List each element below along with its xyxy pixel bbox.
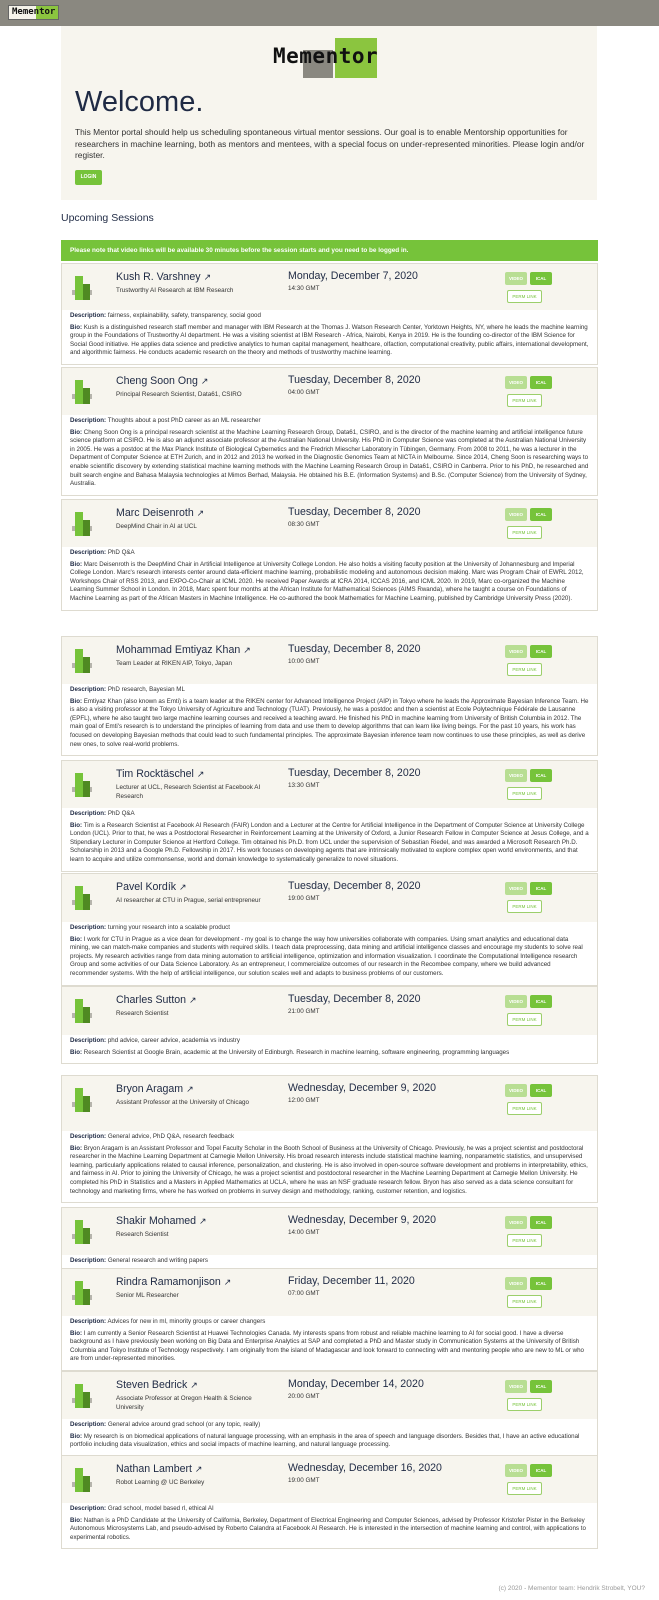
avatar-figure-detail	[83, 657, 90, 673]
session-time: 10:00 GMT	[288, 658, 320, 665]
session-bio	[70, 1145, 589, 1197]
ical-button[interactable]: ICAL	[530, 645, 552, 658]
perm-link-button[interactable]: PERM LINK	[507, 1102, 542, 1115]
session-time: 20:00 GMT	[288, 1393, 320, 1400]
session-time: 12:00 GMT	[288, 1097, 320, 1104]
session-card	[61, 263, 598, 365]
ical-button[interactable]: ICAL	[530, 1216, 552, 1229]
top-navbar	[0, 0, 659, 26]
mentor-avatar	[72, 1468, 94, 1492]
bio-text: Kush is a distinguished research staff member and manager with IBM Research at the Thomas J. Watson Research Center, Yorktown Heights, NY, where he leads the machine learning group in the Foundations of Trustworthy AI department. He was a visiting scientist at IBM Research - Africa, Nairobi, Kenya in 2019. He is the founding co-director of the IBM Science for Social Good initiative. He applies data science and predictive analytics to human capital management, healthcare, olfaction, computational creativity, public affairs, international development, and algorithmic fairness. He conducts academic research on the theory and methods of trustworthy machine learning.	[70, 323, 589, 357]
external-link-icon: ↗	[196, 508, 205, 518]
session-bio	[70, 1330, 589, 1364]
bio-text: Nathan is a PhD Candidate at the University of California, Berkeley, Department of Electrical Engineering and Computer Sciences, advised by Professor Kristofer Pister in the Berkeley Autonomous Microsystems Lab, and pseudo-advised by Roberto Calandra at Facebook AI Research. He is interested in the intersection of machine learning and control, with applications to experimental robotics.	[70, 1516, 586, 1541]
video-button[interactable]: VIDEO	[505, 882, 527, 895]
mentor-title: Senior ML Researcher	[116, 1292, 179, 1299]
session-card	[61, 499, 598, 611]
session-description	[70, 1505, 589, 1514]
session-card	[61, 1268, 598, 1371]
external-link-icon: ↗	[200, 376, 209, 386]
perm-link-button[interactable]: PERM LINK	[507, 1482, 542, 1495]
bio-text: I am currently a Senior Research Scientist at Huawei Technologies Canada. My interests spans from robust and reliable machine learning to AI for social good. I have a diverse background as I have previously been working on Big Data and Enterprise Analytics at SAP and completed a PhD and Master study in Communication Systems at the University of British Columbia and Tokyo Institute of Technology respectively. I am originally from the island of Madagascar and look forward to connecting with and mentoring people who are new to ML or who are from under-represented minorities.	[70, 1329, 584, 1363]
perm-link-button[interactable]: PERM LINK	[507, 394, 542, 407]
session-bio	[70, 1517, 589, 1543]
session-time: 19:00 GMT	[288, 895, 320, 902]
footer-credits: (c) 2020 - Mementor team: Hendrik Strobelt, YOU?	[498, 1585, 645, 1592]
external-link-icon: ↗	[199, 1216, 207, 1226]
session-card	[61, 760, 598, 872]
session-date: Wednesday, December 16, 2020	[288, 1462, 442, 1474]
session-description	[70, 417, 589, 426]
perm-link-button[interactable]: PERM LINK	[507, 526, 542, 539]
description-text: Advices for new in ml, minority groups or career changers	[107, 1318, 266, 1325]
bio-label: Bio:	[70, 560, 83, 568]
description-text: Grad school, model based rl, ethical AI	[107, 1505, 214, 1512]
description-label: Description:	[70, 312, 107, 319]
video-button[interactable]: VIDEO	[505, 272, 527, 285]
external-link-icon: ↗	[223, 1277, 232, 1287]
avatar-figure-detail	[83, 520, 90, 536]
session-card	[61, 1075, 598, 1203]
session-bio	[70, 429, 589, 489]
mentor-name-link[interactable]	[116, 1379, 198, 1391]
bio-label: Bio:	[70, 1329, 83, 1337]
session-time: 14:00 GMT	[288, 1229, 320, 1236]
bio-label: Bio:	[70, 1048, 83, 1056]
external-link-icon: ↗	[243, 645, 251, 655]
mentor-name-link[interactable]	[116, 644, 251, 656]
external-link-icon: ↗	[190, 1380, 198, 1390]
mentor-name: Mohammad Emtiyaz Khan	[116, 644, 241, 656]
mentor-title: Trustworthy AI Research at IBM Research	[116, 287, 234, 294]
mentor-avatar	[72, 773, 94, 797]
session-date: Tuesday, December 8, 2020	[288, 506, 421, 518]
welcome-heading: Welcome.	[75, 86, 204, 118]
video-button[interactable]: VIDEO	[505, 1380, 527, 1393]
mentor-name-link[interactable]	[116, 1463, 202, 1475]
mentor-name-link[interactable]	[116, 1215, 207, 1227]
mentor-title: Research Scientist	[116, 1231, 169, 1238]
mentor-name: Steven Bedrick	[116, 1379, 188, 1391]
avatar-figure-detail	[83, 284, 90, 300]
description-text: PhD Q&A	[107, 549, 135, 556]
avatar-figure	[75, 1088, 83, 1112]
mentor-title: Lecturer at UCL, Research Scientist at Facebook AI Research	[116, 784, 261, 800]
mentor-avatar	[72, 1220, 94, 1244]
bio-text: Bryon Aragam is an Assistant Professor and Topel Faculty Scholar in the Booth School of Business at the University of Chicago. Previously, he was a project scientist and postdoctoral researcher in the Machine Learning Department at Carnegie Mellon University. His broad research interests include statistical machine learning, nonparametric statistics, and unsupervised learning, particularly applications related to causal inference, personalization, and clustering. He is also involved in open-source software development and problems in interpretability, ethics, and fairness in AI. Prior to joining the University of Chicago, he was a project scientist and postdoctoral researcher in the Machine Learning Department at Carnegie Mellon University. He completed his PhD in Statistics and a Masters in Applied Mathematics at UCLA, where he was an NSF graduate research fellow. Bryon has also served as a data science consultant for technology and marketing firms, where he has worked on problems in survey design and methodology, ranking, customer retention, and logistics.	[70, 1144, 588, 1195]
session-header	[62, 500, 597, 547]
session-header	[62, 1076, 597, 1131]
mentor-title: Principal Research Scientist, Data61, CSIRO	[116, 391, 242, 398]
session-body	[62, 1419, 597, 1456]
mentor-name-link[interactable]	[116, 507, 204, 519]
bio-label: Bio:	[70, 697, 83, 705]
session-header	[62, 1372, 597, 1419]
session-card	[61, 873, 598, 986]
login-button[interactable]: LOGIN	[75, 170, 102, 185]
description-label: Description:	[70, 1421, 107, 1428]
mentor-name: Charles Sutton	[116, 994, 187, 1006]
avatar-figure-detail	[83, 1476, 90, 1492]
mentor-avatar	[72, 886, 94, 910]
mentor-title: Robot Learning @ UC Berkeley	[116, 1479, 205, 1486]
mentor-name-link[interactable]	[116, 271, 211, 283]
mentor-avatar	[72, 512, 94, 536]
description-text: PhD Q&A	[107, 810, 135, 817]
avatar-figure	[75, 999, 83, 1023]
session-date: Tuesday, December 8, 2020	[288, 643, 421, 655]
session-description	[70, 1133, 589, 1142]
description-text: PhD research, Bayesian ML	[107, 686, 185, 693]
avatar-figure	[75, 380, 83, 404]
bio-text: Emtiyaz Khan (also known as Emti) is a team leader at the RIKEN center for Advanced Intelligence Project (AIP) in Tokyo where he leads the Approximate Bayesian Inference Team. He is also a visiting professor at the Tokyo University of Agriculture and Technology (TUAT). Previously, he was a postdoc and then a scientist at Ecole Polytechnique Fédérale de Lausanne (EPFL), where he also taught two large machine learning courses and received a teaching award. He finished his PhD in machine learning from University of British Columbia in 2012. The main goal of Emti's research is to understand the principles of learning from data and use them to develop algorithms that can learn like living beings. For the past 10 years, his work has focused on developing Bayesian methods that could lead to such fundamental principles. The approximate Bayesian inference team now continues to use these principles, as well as derive new ones, to solve real-world problems.	[70, 697, 589, 748]
external-link-icon: ↗	[196, 769, 205, 779]
session-date: Friday, December 11, 2020	[288, 1275, 415, 1287]
session-body	[62, 1503, 597, 1548]
session-bio	[70, 561, 589, 604]
description-text: phd advice, career advice, academia vs industry	[107, 1037, 240, 1044]
mentor-title: Research Scientist	[116, 1010, 169, 1017]
bio-label: Bio:	[70, 1516, 83, 1524]
perm-link-button[interactable]: PERM LINK	[507, 900, 542, 913]
session-card	[61, 367, 598, 496]
session-body	[62, 922, 597, 985]
description-label: Description:	[70, 1318, 107, 1325]
session-date: Tuesday, December 8, 2020	[288, 374, 421, 386]
mentor-name-link[interactable]	[116, 994, 197, 1006]
session-description	[70, 312, 589, 321]
description-label: Description:	[70, 1037, 107, 1044]
session-time: 08:30 GMT	[288, 521, 320, 528]
avatar-figure-detail	[83, 1289, 90, 1305]
session-date: Tuesday, December 8, 2020	[288, 993, 421, 1005]
description-label: Description:	[70, 1505, 107, 1512]
bio-label: Bio:	[70, 821, 83, 829]
session-time: 04:00 GMT	[288, 389, 320, 396]
session-header	[62, 1208, 597, 1255]
bio-text: Marc Deisenroth is the DeepMind Chair in Artificial Intelligence at University College London. He also holds a visiting faculty position at the University of Johannesburg and Imperial College London. Marc's research interests center around data-efficient machine learning, probabilistic modeling and autonomous decision making. Marc was Program Chair of EWRL 2012, Workshops Chair of RSS 2013, and EXPO-Co-Chair at ICML 2020. He received Paper Awards at ICRA 2014, ICCAS 2016, and ICML 2020. In 2019, Marc co-organized the Machine Learning Summer School in London. In 2018, Marc spent four months at the African Institute for Mathematical Sciences (AIMS Rwanda), where he taught a course on Foundations of Machine Learning as part of the African Masters in Machine Intelligence. He co-authored the book Mathematics for Machine Learning, published by Cambridge University Press (2020).	[70, 560, 584, 602]
description-label: Description:	[70, 1133, 107, 1140]
session-date: Tuesday, December 8, 2020	[288, 767, 421, 779]
bio-label: Bio:	[70, 1144, 83, 1152]
mentor-avatar	[72, 276, 94, 300]
description-text: General research and writing papers	[107, 1257, 208, 1264]
video-button[interactable]: VIDEO	[505, 1277, 527, 1290]
session-bio	[70, 698, 589, 750]
session-header	[62, 874, 597, 922]
ical-button[interactable]: ICAL	[530, 508, 552, 521]
video-button[interactable]: VIDEO	[505, 376, 527, 389]
description-text: General advice, PhD Q&A, research feedback	[107, 1133, 235, 1140]
video-button[interactable]: VIDEO	[505, 1464, 527, 1477]
description-text: General advice around grad school (or any topic, really)	[107, 1421, 261, 1428]
session-time: 19:00 GMT	[288, 1477, 320, 1484]
session-description	[70, 924, 589, 933]
description-label: Description:	[70, 549, 107, 556]
ical-button[interactable]: ICAL	[530, 995, 552, 1008]
session-body	[62, 808, 597, 871]
session-header	[62, 368, 597, 415]
video-button[interactable]: VIDEO	[505, 508, 527, 521]
video-button[interactable]: VIDEO	[505, 995, 527, 1008]
perm-link-button[interactable]: PERM LINK	[507, 663, 542, 676]
session-bio	[70, 1433, 589, 1450]
mentor-name: Nathan Lambert	[116, 1463, 192, 1475]
session-body	[62, 1316, 597, 1370]
session-time: 07:00 GMT	[288, 1290, 320, 1297]
video-button[interactable]: VIDEO	[505, 1216, 527, 1229]
session-card	[61, 1371, 598, 1457]
description-label: Description:	[70, 1257, 107, 1264]
avatar-figure-detail	[83, 1392, 90, 1408]
mentor-name-link[interactable]	[116, 768, 204, 780]
bio-text: Cheng Soon Ong is a principal research scientist at the Machine Learning Research Group, Data61, CSIRO, and is the director of the machine learning and artificial intelligence future science platform at CSIRO. He is also an adjunct associate professor at the Australian National University. His PhD in Computer Science was completed at the Australian National University in 2005. He was a postdoc at the Max Planck Institute of Biological Cybernetics and the Fredrich Miescher Laboratory in Tübingen, Germany. From 2008 to 2011, he was a lecturer in the Department of Computer Science at ETH Zurich, and in 2012 and 2013 he worked in the Diagnostic Genomics Team at NICTA in Melbourne. Since 2014, Cheng Soon is researching ways to enable scientific discovery by extending statistical machine learning methods with the Machine Learning Research Group in Data61, CSIRO in Canberra. Prior to his PhD, he researched and built search engine and Bahasa Malaysia technologies at Mimos Berhad, Malaysia. He obtained his B.E. (Information Systems) and B.Sc. (Computer Science) from the University of Sydney, Australia.	[70, 428, 589, 488]
description-text: Thoughts about a post PhD career as an ML researcher	[107, 417, 261, 424]
session-date: Wednesday, December 9, 2020	[288, 1214, 437, 1226]
session-description	[70, 1318, 589, 1327]
session-header	[62, 264, 597, 310]
session-body	[62, 310, 597, 364]
session-body	[62, 1131, 597, 1202]
session-time: 14:30 GMT	[288, 285, 320, 292]
mentor-name: Cheng Soon Ong	[116, 375, 198, 387]
session-time: 21:00 GMT	[288, 1008, 320, 1015]
avatar-figure-detail	[83, 894, 90, 910]
session-description	[70, 1257, 589, 1266]
logo-text: Mementor	[273, 44, 379, 68]
bio-text: Research Scientist at Google Brain, academic at the University of Edinburgh. Research in machine learning, software engineering, programming languages	[83, 1048, 510, 1056]
ical-button[interactable]: ICAL	[530, 272, 552, 285]
perm-link-button[interactable]: PERM LINK	[507, 1398, 542, 1411]
bio-text: I work for CTU in Prague as a vice dean for development - my goal is to change the way how universities collaborate with companies. Using smart analytics and educational data mining, we can match-make companies and students with required skills. I teach data preprocessing, data mining and artificial intelligence classes and encourage my students to solve real projects. My research activities range from data mining automation to artificial intelligence, optimization and information visualization. I coordinate the Computational Intelligence research Group and some activities of our Data Science Laboratory. As an entrepreneur, I commercialize outcomes of our research in the Recombee company, where we build advanced recommender systems. With the help of artificial intelligence, our solution scales well and adapts to business problems of our customers.	[70, 935, 583, 977]
avatar-figure	[75, 649, 83, 673]
avatar-figure	[75, 1468, 83, 1492]
external-link-icon: ↗	[189, 995, 197, 1005]
avatar-figure	[75, 886, 83, 910]
external-link-icon: ↗	[186, 1084, 194, 1094]
mentor-name: Rindra Ramamonjison	[116, 1276, 221, 1288]
avatar-figure-detail	[83, 1096, 90, 1112]
video-button[interactable]: VIDEO	[505, 1084, 527, 1097]
mentor-name-link[interactable]	[116, 1083, 194, 1095]
session-body	[62, 415, 597, 495]
session-header	[62, 761, 597, 808]
bio-label: Bio:	[70, 428, 83, 436]
session-description	[70, 1421, 589, 1430]
session-bio	[70, 324, 589, 358]
video-button[interactable]: VIDEO	[505, 645, 527, 658]
video-links-notice: Please note that video links will be available 30 minutes before the session starts and you need to be logged in.	[61, 240, 598, 261]
mentor-avatar	[72, 380, 94, 404]
ical-button[interactable]: ICAL	[530, 1277, 552, 1290]
ical-button[interactable]: ICAL	[530, 1084, 552, 1097]
mentor-title: AI researcher at CTU in Prague, serial entrepreneur	[116, 897, 261, 904]
avatar-figure	[75, 1281, 83, 1305]
mentor-name: Pavel Kordík	[116, 881, 177, 893]
session-description	[70, 549, 589, 558]
session-description	[70, 1037, 589, 1046]
mementor-logo	[273, 38, 389, 78]
bio-text: My research is on biomedical applications of natural language processing, with an emphasis in the area of speech and language disorders. Besides that, I have an active educational portfolio including data visualization, ethics and social impacts of machine learning, and natural language processing.	[70, 1432, 580, 1449]
mentor-name-link[interactable]	[116, 881, 187, 893]
session-header	[62, 637, 597, 684]
avatar-figure-detail	[83, 1007, 90, 1023]
mentor-title: Assistant Professor at the University of Chicago	[116, 1099, 249, 1106]
mentor-avatar	[72, 999, 94, 1023]
avatar-figure	[75, 512, 83, 536]
session-bio	[70, 1049, 589, 1058]
bio-label: Bio:	[70, 1432, 83, 1440]
upcoming-sessions-heading: Upcoming Sessions	[61, 212, 154, 224]
video-button[interactable]: VIDEO	[505, 769, 527, 782]
session-time: 13:30 GMT	[288, 782, 320, 789]
avatar-figure	[75, 1220, 83, 1244]
ical-button[interactable]: ICAL	[530, 882, 552, 895]
session-header	[62, 987, 597, 1035]
avatar-figure	[75, 773, 83, 797]
session-card	[61, 636, 598, 756]
avatar-figure	[75, 276, 83, 300]
session-date: Monday, December 7, 2020	[288, 270, 418, 282]
perm-link-button[interactable]: PERM LINK	[507, 290, 542, 303]
description-text: fairness, explainability, safety, transparency, social good	[107, 312, 261, 319]
session-date: Tuesday, December 8, 2020	[288, 880, 421, 892]
session-header	[62, 1269, 597, 1316]
bio-text: Tim is a Research Scientist at Facebook AI Research (FAIR) London and a Lecturer at the Centre for Artificial Intelligence in the Department of Computer Science at University College London (UCL). Prior to that, he was a Postdoctoral Researcher in Reinforcement Learning at the University of Oxford, a Junior Research Fellow in Computer Science at Jesus College, and a Stipendiary Lecturer in Computer Science at Hertford College. Tim obtained his Ph.D. from UCL under the supervision of Sebastian Riedel, and was awarded a Microsoft Research Ph.D. Scholarship in 2013 and a Google Ph.D. Fellowship in 2017. His work focuses on developing agents that are intrinsically motivated to explore complex open world environments, and that learn to acquire and utilize commonsense, world and domain knowledge to systematically generalize to novel situations.	[70, 821, 589, 863]
session-body	[62, 547, 597, 610]
mentor-title: Team Leader at RIKEN AIP, Tokyo, Japan	[116, 660, 232, 667]
perm-link-button[interactable]: PERM LINK	[507, 1013, 542, 1026]
session-date: Wednesday, December 9, 2020	[288, 1082, 437, 1094]
mentor-name-link[interactable]	[116, 375, 208, 387]
session-description	[70, 686, 589, 695]
external-link-icon: ↗	[194, 1464, 203, 1474]
mentor-name: Kush R. Varshney	[116, 271, 201, 283]
session-body	[62, 684, 597, 755]
bio-label: Bio:	[70, 323, 83, 331]
ical-button[interactable]: ICAL	[530, 769, 552, 782]
mentor-name: Tim Rocktäschel	[116, 768, 194, 780]
external-link-icon: ↗	[179, 882, 187, 892]
session-description	[70, 810, 589, 819]
session-bio	[70, 822, 589, 865]
mentor-avatar	[72, 1384, 94, 1408]
mentor-title: DeepMind Chair in AI at UCL	[116, 523, 197, 530]
session-card	[61, 1207, 598, 1273]
session-card	[61, 986, 598, 1064]
mentor-avatar	[72, 649, 94, 673]
description-label: Description:	[70, 686, 107, 693]
session-body	[62, 1035, 597, 1063]
mentor-name: Shakir Mohamed	[116, 1215, 197, 1227]
description-text: turning your research into a scalable product	[107, 924, 230, 931]
mentor-name: Bryon Aragam	[116, 1083, 184, 1095]
session-bio	[70, 936, 589, 979]
ical-button[interactable]: ICAL	[530, 376, 552, 389]
avatar-figure-detail	[83, 781, 90, 797]
intro-text: This Mentor portal should help us scheduling spontaneous virtual mentor sessions. Our goal is to enable Mentorship opportunities for researchers in machine learning, both as mentors and mentees, with a special focus on under-represented minorities. Please login and/or register.	[75, 127, 585, 160]
bio-label: Bio:	[70, 935, 83, 943]
description-label: Description:	[70, 924, 107, 931]
description-label: Description:	[70, 810, 107, 817]
avatar-figure-detail	[83, 388, 90, 404]
session-date: Monday, December 14, 2020	[288, 1378, 424, 1390]
description-label: Description:	[70, 417, 107, 424]
mentor-name: Marc Deisenroth	[116, 507, 194, 519]
avatar-figure-detail	[83, 1228, 90, 1244]
mentor-title: Associate Professor at Oregon Health & Science University	[116, 1395, 252, 1411]
external-link-icon: ↗	[203, 272, 212, 282]
session-card	[61, 1455, 598, 1549]
perm-link-button[interactable]: PERM LINK	[507, 787, 542, 800]
ical-button[interactable]: ICAL	[530, 1380, 552, 1393]
session-header	[62, 1456, 597, 1503]
perm-link-button[interactable]: PERM LINK	[507, 1295, 542, 1308]
avatar-figure	[75, 1384, 83, 1408]
perm-link-button[interactable]: PERM LINK	[507, 1234, 542, 1247]
mentor-avatar	[72, 1088, 94, 1112]
mentor-avatar	[72, 1281, 94, 1305]
mentor-name-link[interactable]	[116, 1276, 231, 1288]
navbar-logo[interactable]: Mementor	[8, 5, 59, 20]
ical-button[interactable]: ICAL	[530, 1464, 552, 1477]
